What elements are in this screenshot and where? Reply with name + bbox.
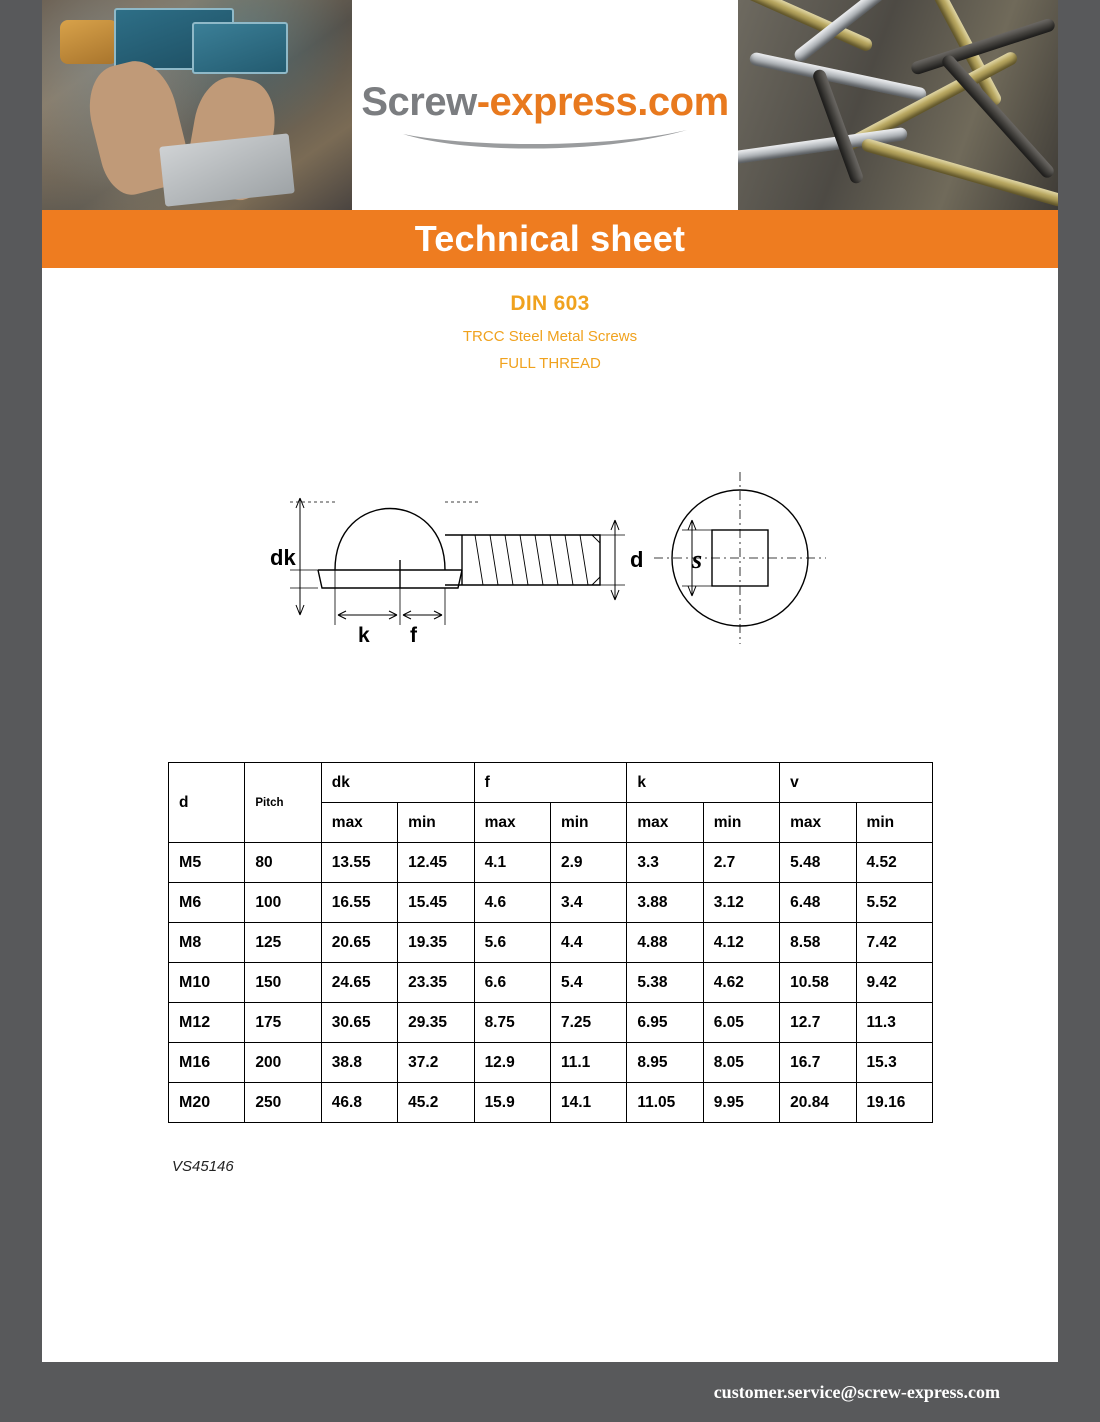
- drawing-label-k: k: [358, 624, 370, 647]
- cell-k-min: 3.12: [703, 883, 779, 923]
- cell-v-max: 10.58: [780, 963, 856, 1003]
- cell-d: M10: [169, 963, 245, 1003]
- table-row: [169, 1003, 933, 1043]
- brand-logo: [352, 0, 738, 210]
- table-row: [169, 1043, 933, 1083]
- table-row: [169, 1083, 933, 1123]
- cell-d: M16: [169, 1043, 245, 1083]
- drawing-label-dk: dk: [270, 545, 296, 570]
- cell-f-min: 14.1: [550, 1083, 626, 1123]
- cell-f-max: 4.1: [474, 843, 550, 883]
- cell-v-max: 6.48: [780, 883, 856, 923]
- table-row: [169, 923, 933, 963]
- cell-f-max: 5.6: [474, 923, 550, 963]
- cell-f-min: 11.1: [550, 1043, 626, 1083]
- header-k: k: [627, 763, 780, 803]
- cell-v-max: 16.7: [780, 1043, 856, 1083]
- cell-f-max: 8.75: [474, 1003, 550, 1043]
- cell-k-max: 11.05: [627, 1083, 703, 1123]
- cell-v-max: 20.84: [780, 1083, 856, 1123]
- cell-k-max: 6.95: [627, 1003, 703, 1043]
- cell-dk-max: 13.55: [321, 843, 397, 883]
- cell-dk-min: 15.45: [398, 883, 474, 923]
- cell-v-max: 5.48: [780, 843, 856, 883]
- cell-k-min: 9.95: [703, 1083, 779, 1123]
- product-description: TRCC Steel Metal Screws: [462, 328, 638, 345]
- screw-shape: [749, 51, 928, 101]
- cell-v-min: 9.42: [856, 963, 932, 1003]
- cell-pitch: 80: [245, 843, 321, 883]
- specification-table-wrap: [168, 762, 933, 1123]
- cell-f-max: 4.6: [474, 883, 550, 923]
- header-f: f: [474, 763, 627, 803]
- cell-k-max: 8.95: [627, 1043, 703, 1083]
- technical-drawing: [240, 440, 860, 650]
- cell-k-max: 5.38: [627, 963, 703, 1003]
- cell-d: M5: [169, 843, 245, 883]
- cell-k-min: 4.12: [703, 923, 779, 963]
- cell-pitch: 150: [245, 963, 321, 1003]
- cell-dk-max: 30.65: [321, 1003, 397, 1043]
- header-pitch: Pitch: [245, 763, 321, 843]
- table-row: [169, 883, 933, 923]
- subheader-v-max: max: [780, 803, 856, 843]
- cell-d: M6: [169, 883, 245, 923]
- cell-f-max: 15.9: [474, 1083, 550, 1123]
- cell-f-min: 7.25: [550, 1003, 626, 1043]
- cell-pitch: 100: [245, 883, 321, 923]
- logo-text-accent: -express.com: [476, 80, 729, 124]
- header-photo-screws: [738, 0, 1058, 210]
- cell-k-min: 2.7: [703, 843, 779, 883]
- cell-f-min: 5.4: [550, 963, 626, 1003]
- screw-shape: [792, 0, 934, 64]
- subheader-f-min: min: [550, 803, 626, 843]
- cell-f-min: 3.4: [550, 883, 626, 923]
- cell-v-max: 12.7: [780, 1003, 856, 1043]
- cell-dk-min: 37.2: [398, 1043, 474, 1083]
- article-code: VS45146: [172, 1158, 234, 1175]
- cell-pitch: 175: [245, 1003, 321, 1043]
- cell-d: M12: [169, 1003, 245, 1043]
- title-block: [42, 292, 1058, 372]
- cell-k-min: 6.05: [703, 1003, 779, 1043]
- cell-f-max: 12.9: [474, 1043, 550, 1083]
- cell-f-min: 2.9: [550, 843, 626, 883]
- cell-dk-min: 23.35: [398, 963, 474, 1003]
- cell-v-min: 19.16: [856, 1083, 932, 1123]
- cell-k-max: 4.88: [627, 923, 703, 963]
- subheader-v-min: min: [856, 803, 932, 843]
- header-photo-workbench: [42, 0, 352, 210]
- table-header-groups: [169, 763, 933, 803]
- header-d: d: [169, 763, 245, 843]
- cell-v-max: 8.58: [780, 923, 856, 963]
- cell-d: M8: [169, 923, 245, 963]
- cell-pitch: 200: [245, 1043, 321, 1083]
- cell-k-min: 4.62: [703, 963, 779, 1003]
- logo-text: [361, 80, 728, 125]
- drawing-label-f: f: [410, 624, 417, 647]
- cell-pitch: 125: [245, 923, 321, 963]
- banner-title: Technical sheet: [414, 218, 686, 259]
- page-title: DIN 603: [510, 292, 590, 315]
- tape-measure-shape: [60, 20, 118, 64]
- specification-table: [168, 762, 933, 1123]
- right-margin-strip: [1058, 0, 1100, 1422]
- cell-dk-max: 46.8: [321, 1083, 397, 1123]
- footer-contact: [714, 1362, 1000, 1422]
- subheader-f-max: max: [474, 803, 550, 843]
- subheader-k-max: max: [627, 803, 703, 843]
- tool-tray-shape: [159, 133, 295, 206]
- cell-k-max: 3.88: [627, 883, 703, 923]
- header-v: v: [780, 763, 933, 803]
- technical-sheet-banner: [42, 210, 1058, 268]
- cell-k-min: 8.05: [703, 1043, 779, 1083]
- drawing-label-s: s: [692, 545, 703, 574]
- cell-dk-max: 20.65: [321, 923, 397, 963]
- cell-f-max: 6.6: [474, 963, 550, 1003]
- cell-v-min: 7.42: [856, 923, 932, 963]
- logo-text-main: Screw: [361, 80, 477, 124]
- cell-v-min: 4.52: [856, 843, 932, 883]
- cell-dk-max: 16.55: [321, 883, 397, 923]
- thread-type: FULL THREAD: [499, 355, 601, 372]
- table-body: [169, 843, 933, 1123]
- table-row: [169, 843, 933, 883]
- page-footer: [0, 1362, 1100, 1422]
- cell-v-min: 11.3: [856, 1003, 932, 1043]
- cell-v-min: 15.3: [856, 1043, 932, 1083]
- cell-dk-min: 29.35: [398, 1003, 474, 1043]
- subheader-k-min: min: [703, 803, 779, 843]
- drawing-label-d: d: [630, 547, 644, 572]
- cell-dk-max: 24.65: [321, 963, 397, 1003]
- subheader-dk-min: min: [398, 803, 474, 843]
- page-header: [42, 0, 1058, 210]
- cell-dk-min: 19.35: [398, 923, 474, 963]
- cell-dk-min: 12.45: [398, 843, 474, 883]
- cell-dk-min: 45.2: [398, 1083, 474, 1123]
- cell-k-max: 3.3: [627, 843, 703, 883]
- subheader-dk-max: max: [321, 803, 397, 843]
- cell-pitch: 250: [245, 1083, 321, 1123]
- footer-email[interactable]: customer.service@screw-express.com: [713, 1381, 1000, 1402]
- cell-f-min: 4.4: [550, 923, 626, 963]
- table-row: [169, 963, 933, 1003]
- left-margin-strip: [0, 0, 42, 1422]
- header-dk: dk: [321, 763, 474, 803]
- cell-d: M20: [169, 1083, 245, 1123]
- logo-swoosh-icon: [395, 128, 695, 154]
- parts-box-shape-2: [192, 22, 288, 74]
- cell-v-min: 5.52: [856, 883, 932, 923]
- cell-dk-max: 38.8: [321, 1043, 397, 1083]
